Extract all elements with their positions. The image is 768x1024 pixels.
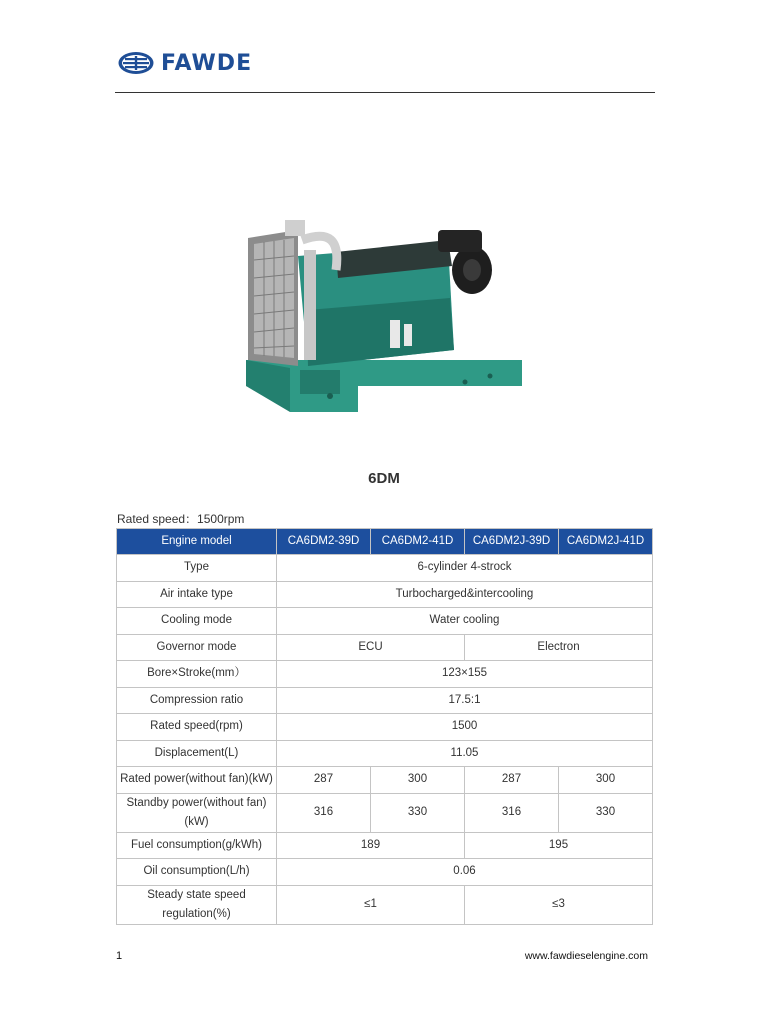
cell-value: 11.05 — [277, 740, 653, 767]
cell-value: 195 — [465, 832, 653, 859]
cell-value: 6-cylinder 4-strock — [277, 555, 653, 582]
cell-value: ≤1 — [277, 885, 465, 924]
page-title: 6DM — [368, 470, 400, 487]
rated-speed-note: Rated speed：1500rpm — [117, 512, 245, 526]
cell-value: 330 — [371, 793, 465, 832]
fawde-emblem-icon — [117, 50, 155, 76]
table-row — [117, 634, 653, 661]
row-label: Fuel consumption(g/kWh) — [117, 832, 277, 859]
cell-value: 287 — [465, 767, 559, 794]
row-label: Displacement(L) — [117, 740, 277, 767]
header-cell: CA6DM2-39D — [277, 529, 371, 555]
table-row — [117, 740, 653, 767]
table-row — [117, 555, 653, 582]
row-label: Compression ratio — [117, 687, 277, 714]
row-label: Air intake type — [117, 581, 277, 608]
cell-value: Turbocharged&intercooling — [277, 581, 653, 608]
row-label: Governor mode — [117, 634, 277, 661]
cell-value: 17.5:1 — [277, 687, 653, 714]
cell-value: 316 — [277, 793, 371, 832]
row-label: Rated speed(rpm) — [117, 714, 277, 741]
cell-value: 330 — [559, 793, 653, 832]
spec-table — [116, 528, 653, 925]
cell-value: 1500 — [277, 714, 653, 741]
cell-value: 300 — [559, 767, 653, 794]
table-row — [117, 581, 653, 608]
row-label: Oil consumption(L/h) — [117, 859, 277, 886]
row-label: Type — [117, 555, 277, 582]
page-number: 1 — [116, 950, 123, 962]
row-label: Steady state speed regulation(%) — [117, 885, 277, 924]
row-label: Bore×Stroke(mm） — [117, 661, 277, 688]
table-header-row — [117, 529, 653, 555]
cell-value: 189 — [277, 832, 465, 859]
header-divider — [115, 92, 655, 93]
header-cell: CA6DM2J-39D — [465, 529, 559, 555]
table-row — [117, 767, 653, 794]
page-header — [115, 48, 655, 94]
table-row — [117, 714, 653, 741]
table-row — [117, 608, 653, 635]
table-row — [117, 885, 653, 924]
cell-value: ≤3 — [465, 885, 653, 924]
table-row — [117, 859, 653, 886]
cell-value: 0.06 — [277, 859, 653, 886]
header-cell: CA6DM2-41D — [371, 529, 465, 555]
website-link[interactable]: www.fawdieselengine.com — [524, 950, 648, 962]
cell-value: ECU — [277, 634, 465, 661]
table-row — [117, 832, 653, 859]
fawde-logo — [117, 50, 252, 76]
cell-value: Electron — [465, 634, 653, 661]
row-label: Rated power(without fan)(kW) — [117, 767, 277, 794]
cell-value: Water cooling — [277, 608, 653, 635]
header-cell: CA6DM2J-41D — [559, 529, 653, 555]
table-row — [117, 687, 653, 714]
cell-value: 287 — [277, 767, 371, 794]
header-cell: Engine model — [117, 529, 277, 555]
row-label: Cooling mode — [117, 608, 277, 635]
row-label: Standby power(without fan)(kW) — [117, 793, 277, 832]
engine-photo — [240, 200, 530, 420]
brand-name: FAWDE — [161, 50, 253, 76]
cell-value: 123×155 — [277, 661, 653, 688]
cell-value: 300 — [371, 767, 465, 794]
table-row — [117, 793, 653, 832]
table-row — [117, 661, 653, 688]
cell-value: 316 — [465, 793, 559, 832]
